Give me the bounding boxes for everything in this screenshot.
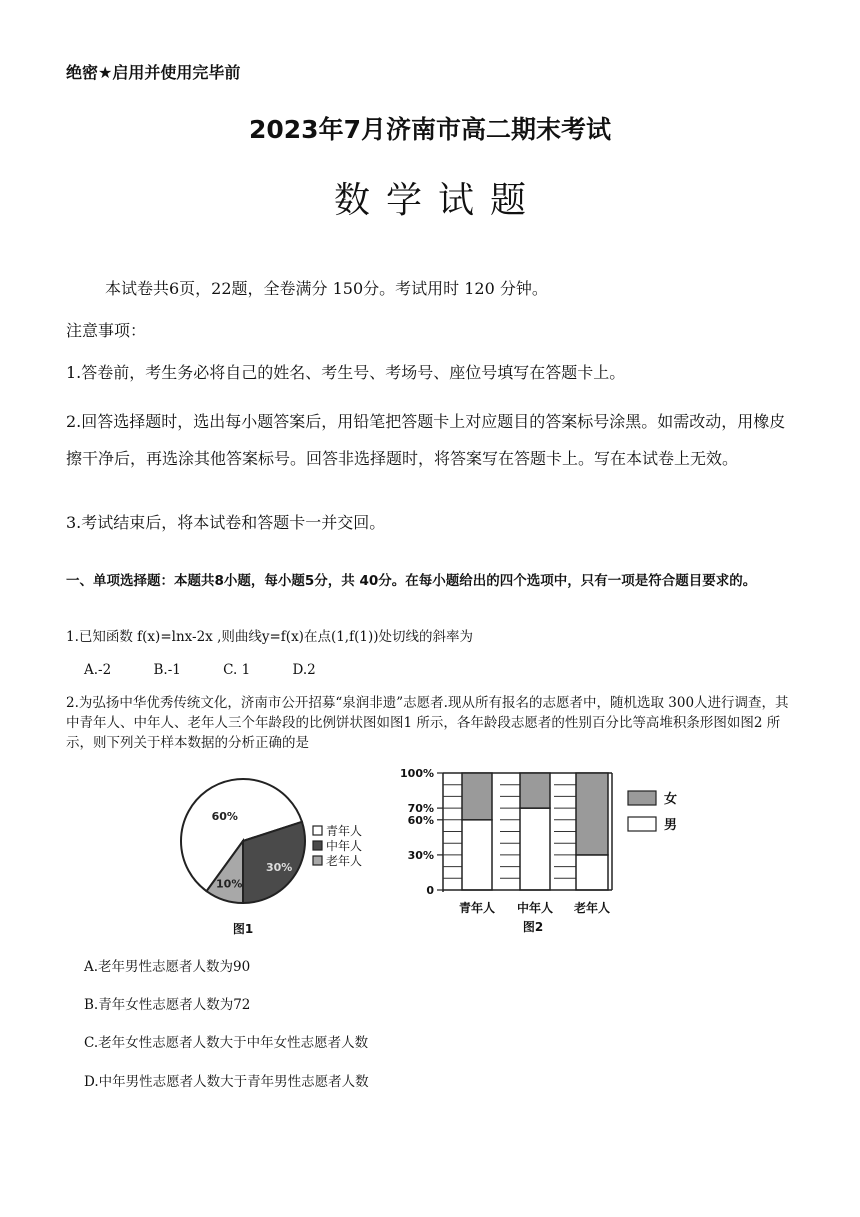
legend-label: 青年人 — [326, 824, 363, 838]
pie-chart — [181, 779, 362, 936]
option-a: A.老年男性志愿者人数为90 — [84, 959, 251, 975]
x-tick-label: 老年人 — [573, 901, 611, 915]
legend-label: 男 — [664, 818, 678, 833]
question-options — [84, 662, 354, 678]
legend-swatch — [628, 817, 656, 831]
notice-item: 1.答卷前，考生务必将自己的姓名、考生号、考场号、座位号填写在答题卡上。 — [66, 363, 626, 382]
option-a: A.-2 — [84, 662, 112, 678]
x-tick-label: 青年人 — [458, 901, 496, 915]
secret-label: 绝密★启用并使用完毕前 — [66, 63, 241, 82]
bar-male — [520, 808, 550, 890]
legend-swatch — [313, 856, 322, 865]
section-heading: 一、单项选择题：本题共8小题，每小题5分，共 40分。在每小题给出的四个选项中，只有一项是符合题目要求的。 — [66, 573, 757, 589]
subject-title: 数学试题 — [333, 180, 542, 221]
bar-female — [520, 773, 550, 808]
figure-caption: 图2 — [522, 920, 544, 934]
y-tick-label: 60% — [407, 813, 434, 827]
option-d: D.中年男性志愿者人数大于青年男性志愿者人数 — [84, 1074, 369, 1090]
option-d: D.2 — [292, 662, 316, 678]
pie-slice-label: 60% — [211, 809, 238, 823]
option-c: C. 1 — [223, 662, 251, 678]
y-tick-label: 100% — [400, 767, 434, 780]
exam-title: 2023年7月济南市高二期末考试 — [249, 115, 611, 144]
option-c: C.老年女性志愿者人数大于中年女性志愿者人数 — [84, 1035, 369, 1051]
legend-swatch — [628, 791, 656, 805]
y-tick-label: 70% — [407, 802, 434, 816]
bar-male — [462, 820, 492, 890]
notice-heading: 注意事项： — [66, 321, 147, 340]
pie-slice-label: 10% — [216, 877, 243, 891]
option-b: B.-1 — [153, 662, 181, 678]
x-tick-label: 中年人 — [516, 901, 554, 915]
legend-swatch — [313, 841, 322, 850]
legend-label: 老年人 — [326, 854, 363, 868]
question-stem: 2.为弘扬中华优秀传统文化，济南市公开招募“泉润非遗”志愿者.现从所有报名的志愿者中，随机选取 300人进行调查，其中青年人、中年人、老年人三个年龄段的比例饼状图如图1 所示，各年龄段志愿者的性别百分比等高堆积条形图如图2 所示，则下列关于样本数据的分析正确的是 — [66, 695, 789, 751]
y-tick-label: 30% — [407, 848, 434, 862]
stacked-bar-chart — [400, 767, 677, 934]
figure-caption: 图1 — [232, 922, 254, 936]
figures — [0, 755, 860, 945]
notice-item: 2.回答选择题时，选出每小题答案后，用铅笔把答题卡上对应题目的答案标号涂黑。如需改动，用橡皮擦干净后，再选涂其他答案标号。回答非选择题时，将答案写在答题卡上。写在本试卷上无效。 — [66, 412, 786, 468]
question-stem: 1.已知函数 f(x)=lnx-2x ,则曲线y=f(x)在点(1,f(1))处切线的斜率为 — [66, 629, 473, 645]
option-b: B.青年女性志愿者人数为72 — [84, 997, 251, 1013]
bar-male — [576, 855, 608, 890]
y-tick-label: 0 — [426, 884, 434, 897]
exam-intro: 本试卷共6页，22题，全卷满分 150分。考试用时 120 分钟。 — [105, 279, 548, 298]
legend-swatch — [313, 826, 322, 835]
notice-item: 3.考试结束后，将本试卷和答题卡一并交回。 — [66, 513, 386, 532]
bar-female — [462, 773, 492, 820]
pie-slice-label: 30% — [265, 861, 293, 875]
legend-label: 女 — [664, 792, 678, 807]
bar-female — [576, 773, 608, 855]
legend-label: 中年人 — [326, 839, 363, 853]
